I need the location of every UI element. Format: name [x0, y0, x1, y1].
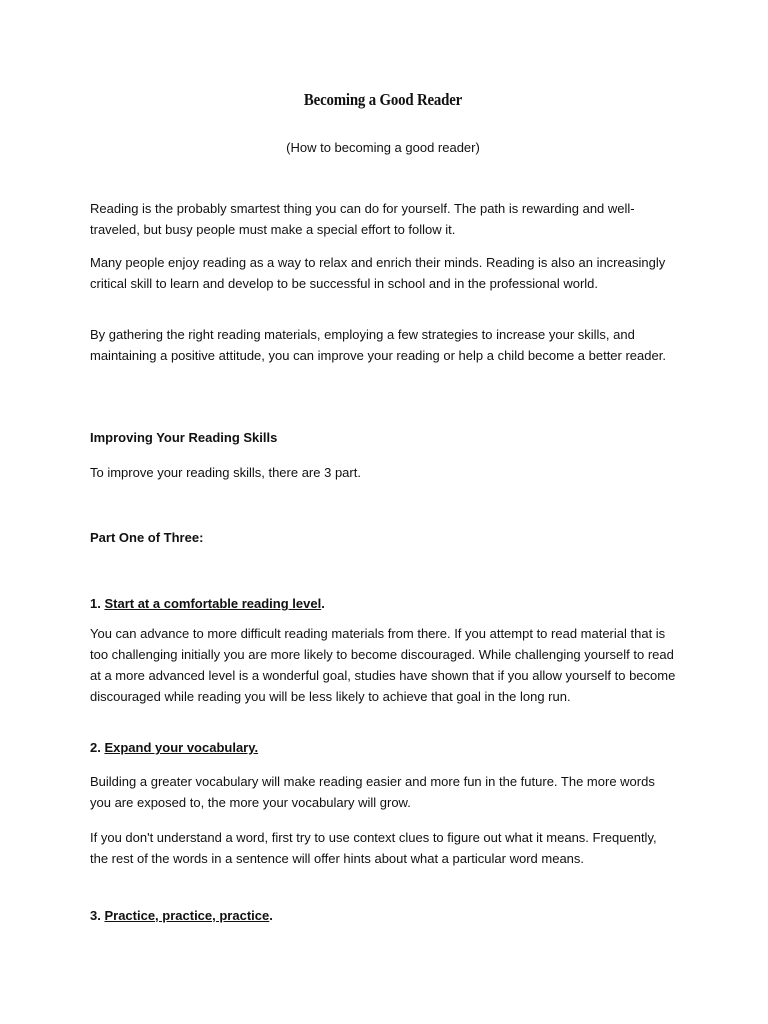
page-title: Becoming a Good Reader — [303, 90, 463, 109]
item-suffix: . — [269, 908, 273, 923]
paragraph-text: By gathering the right reading materials, employing a few strategies to increase your skills, and maintaining a positive attitude, you can improve your reading or help a child become a better reader. — [90, 327, 666, 363]
list-item-heading — [90, 737, 676, 758]
list-item-2-body-1 — [90, 771, 676, 813]
item-title: Expand your vocabulary. — [104, 740, 259, 755]
paragraph-text: To improve your reading skills, there are 3 part. — [90, 465, 361, 480]
section-heading — [90, 427, 676, 448]
item-suffix: . — [321, 596, 325, 611]
section-intro — [90, 462, 676, 483]
part-heading — [90, 527, 676, 548]
document-content — [90, 90, 676, 923]
list-item-heading — [90, 905, 676, 926]
heading-text: Part One of Three: — [90, 530, 204, 545]
list-item-1-heading — [90, 593, 676, 614]
intro-paragraph-1 — [90, 198, 676, 240]
paragraph-text: You can advance to more difficult reading materials from there. If you attempt to read material that is too challenging initially you are more likely to become discouraged. While challenging yourself to read at a more advanced level is a wonderful goal, studies have shown that if you allow yourself to become discouraged while reading you will be less likely to achieve that goal in the long run. — [90, 626, 676, 704]
list-item-3-heading — [90, 905, 676, 926]
list-item-heading — [90, 593, 676, 614]
intro-paragraph-3 — [90, 324, 676, 366]
item-title: Practice, practice, practice — [104, 908, 270, 923]
item-number: 1. — [90, 596, 105, 611]
page-subtitle: (How to becoming a good reader) — [286, 140, 480, 155]
list-item-1-body — [90, 623, 676, 707]
paragraph-text: Reading is the probably smartest thing you can do for yourself. The path is rewarding and well-traveled, but busy people must make a special effort to follow it. — [90, 201, 635, 237]
intro-paragraph-2 — [90, 252, 676, 294]
item-title: Start at a comfortable reading level — [104, 596, 322, 611]
list-item-2-body-2 — [90, 827, 676, 869]
paragraph-text: If you don't understand a word, first try to use context clues to figure out what it means. Frequently, the rest of the words in a sentence will offer hints about what a particular word means. — [90, 830, 657, 866]
heading-text: Improving Your Reading Skills — [90, 430, 278, 445]
paragraph-text: Many people enjoy reading as a way to relax and enrich their minds. Reading is also an increasingly critical skill to learn and develop to be successful in school and in the professional world. — [90, 255, 666, 291]
list-item-2-heading — [90, 737, 676, 758]
paragraph-text: Building a greater vocabulary will make reading easier and more fun in the future. The more words you are exposed to, the more your vocabulary will grow. — [90, 774, 655, 810]
item-number: 3. — [90, 908, 105, 923]
item-number: 2. — [90, 740, 105, 755]
